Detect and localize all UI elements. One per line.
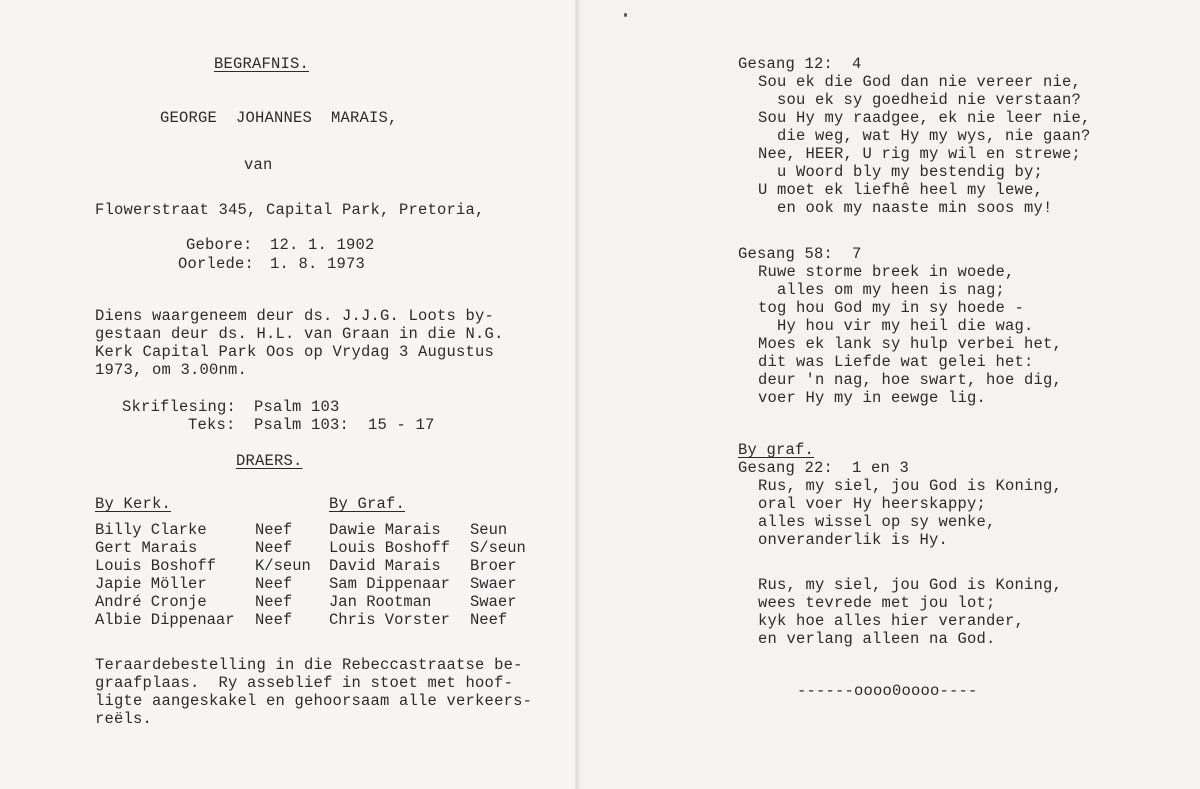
hymn1-line: sou ek sy goedheid nie verstaan? bbox=[758, 91, 1082, 109]
hymn1-line: Nee, HEER, U rig my wil en strewe; bbox=[758, 145, 1082, 163]
born-label: Gebore: bbox=[186, 236, 253, 254]
kerk-bearer-name: Louis Boshoff bbox=[95, 557, 216, 575]
grave-heading: By graf. bbox=[738, 441, 815, 459]
graf-bearer-name: Chris Vorster bbox=[329, 611, 450, 629]
graf-bearer-name: Louis Boshoff bbox=[329, 539, 450, 557]
graf-bearer-relation: S/seun bbox=[470, 539, 526, 557]
hymn3-line: alles wissel op sy wenke, bbox=[758, 513, 996, 531]
hymn3-line: onveranderlik is Hy. bbox=[758, 531, 949, 549]
page-fold bbox=[574, 0, 582, 789]
bearers-title: DRAERS. bbox=[236, 452, 303, 470]
died-label: Oorlede: bbox=[178, 255, 255, 273]
graf-bearer-name: David Marais bbox=[329, 557, 441, 575]
hymn1-line: Sou ek die God dan nie vereer nie, bbox=[758, 73, 1082, 91]
hymn1-line: u Woord bly my bestendig by; bbox=[758, 163, 1044, 181]
hymn2-line: Moes ek lank sy hulp verbei het, bbox=[758, 335, 1063, 353]
funeral-title: BEGRAFNIS. bbox=[214, 55, 310, 73]
service-line-3: Kerk Capital Park Oos op Vrydag 3 Augustus bbox=[95, 343, 495, 361]
graf-bearer-name: Sam Dippenaar bbox=[329, 575, 450, 593]
kerk-bearer-name: Albie Dippenaar bbox=[95, 611, 235, 629]
by-graf-heading: By Graf. bbox=[329, 495, 406, 513]
hymn1-line: Sou Hy my raadgee, ek nie leer nie, bbox=[758, 109, 1091, 127]
burial-line-3: ligte aangeskakel en gehoorsaam alle verkeers- bbox=[95, 692, 533, 710]
kerk-bearer-relation: K/seun bbox=[255, 557, 311, 575]
kerk-bearer-relation: Neef bbox=[255, 521, 293, 539]
hymn2-line: Ruwe storme breek in woede, bbox=[758, 263, 1015, 281]
text-label: Teks: bbox=[188, 416, 236, 434]
graf-bearer-name: Dawie Marais bbox=[329, 521, 441, 539]
service-line-4: 1973, om 3.00nm. bbox=[95, 361, 248, 379]
text-value: Psalm 103: 15 - 17 bbox=[254, 416, 435, 434]
burial-line-2: graafplaas. Ry asseblief in stoet met hoof- bbox=[95, 674, 514, 692]
deceased-name: GEORGE JOHANNES MARAIS, bbox=[160, 109, 398, 127]
graf-bearer-relation: Seun bbox=[470, 521, 508, 539]
hymn3-line: kyk hoe alles hier verander, bbox=[758, 612, 1025, 630]
graf-bearer-name: Jan Rootman bbox=[329, 593, 432, 611]
kerk-bearer-name: Gert Marais bbox=[95, 539, 198, 557]
burial-line-1: Teraardebestelling in die Rebeccastraatse be- bbox=[95, 656, 523, 674]
born-date: 12. 1. 1902 bbox=[270, 236, 375, 254]
hymn2-line: tog hou God my in sy hoede - bbox=[758, 299, 1025, 317]
hymn1-line: die weg, wat Hy my wys, nie gaan? bbox=[758, 127, 1091, 145]
kerk-bearer-name: Japie Möller bbox=[95, 575, 207, 593]
service-line-1: Diens waargeneem deur ds. J.J.G. Loots by- bbox=[95, 307, 495, 325]
burial-line-4: reëls. bbox=[95, 710, 153, 728]
hymn3-line: Rus, my siel, jou God is Koning, bbox=[758, 576, 1063, 594]
kerk-bearer-relation: Neef bbox=[255, 539, 293, 557]
service-line-2: gestaan deur ds. H.L. van Graan in die N.G. bbox=[95, 325, 504, 343]
hymn3-line: wees tevrede met jou lot; bbox=[758, 594, 996, 612]
kerk-bearer-relation: Neef bbox=[255, 575, 293, 593]
hymn1-title: Gesang 12: 4 bbox=[738, 55, 862, 73]
by-kerk-heading: By Kerk. bbox=[95, 495, 172, 513]
hymn2-line: alles om my heen is nag; bbox=[758, 281, 1006, 299]
kerk-bearer-relation: Neef bbox=[255, 593, 293, 611]
hymn1-line: en ook my naaste min soos my! bbox=[758, 199, 1053, 217]
died-date: 1. 8. 1973 bbox=[270, 255, 366, 273]
hymn2-line: voer Hy my in eewge lig. bbox=[758, 389, 987, 407]
graf-bearer-relation: Broer bbox=[470, 557, 517, 575]
kerk-bearer-relation: Neef bbox=[255, 611, 293, 629]
graf-bearer-relation: Swaer bbox=[470, 575, 517, 593]
reading-label: Skriflesing: bbox=[122, 398, 237, 416]
graf-bearer-relation: Swaer bbox=[470, 593, 517, 611]
reading-value: Psalm 103 bbox=[254, 398, 340, 416]
hymn1-line: U moet ek liefhê heel my lewe, bbox=[758, 181, 1044, 199]
hymn3-line: oral voer Hy heerskappy; bbox=[758, 495, 987, 513]
hymn3-line: en verlang alleen na God. bbox=[758, 630, 996, 648]
hymn3-title: Gesang 22: 1 en 3 bbox=[738, 459, 910, 477]
address: Flowerstraat 345, Capital Park, Pretoria, bbox=[95, 201, 485, 219]
kerk-bearer-name: Billy Clarke bbox=[95, 521, 207, 539]
hymn3-line: Rus, my siel, jou God is Koning, bbox=[758, 477, 1063, 495]
graf-bearer-relation: Neef bbox=[470, 611, 508, 629]
van-label: van bbox=[244, 156, 273, 174]
hymn2-title: Gesang 58: 7 bbox=[738, 245, 862, 263]
hymn2-line: Hy hou vir my heil die wag. bbox=[758, 317, 1034, 335]
hymn2-line: deur 'n nag, hoe swart, hoe dig, bbox=[758, 371, 1063, 389]
kerk-bearer-name: André Cronje bbox=[95, 593, 207, 611]
ink-speck bbox=[624, 13, 627, 17]
closing-ornament: ------oooo0oooo---- bbox=[797, 682, 978, 700]
hymn2-line: dit was Liefde wat gelei het: bbox=[758, 353, 1034, 371]
